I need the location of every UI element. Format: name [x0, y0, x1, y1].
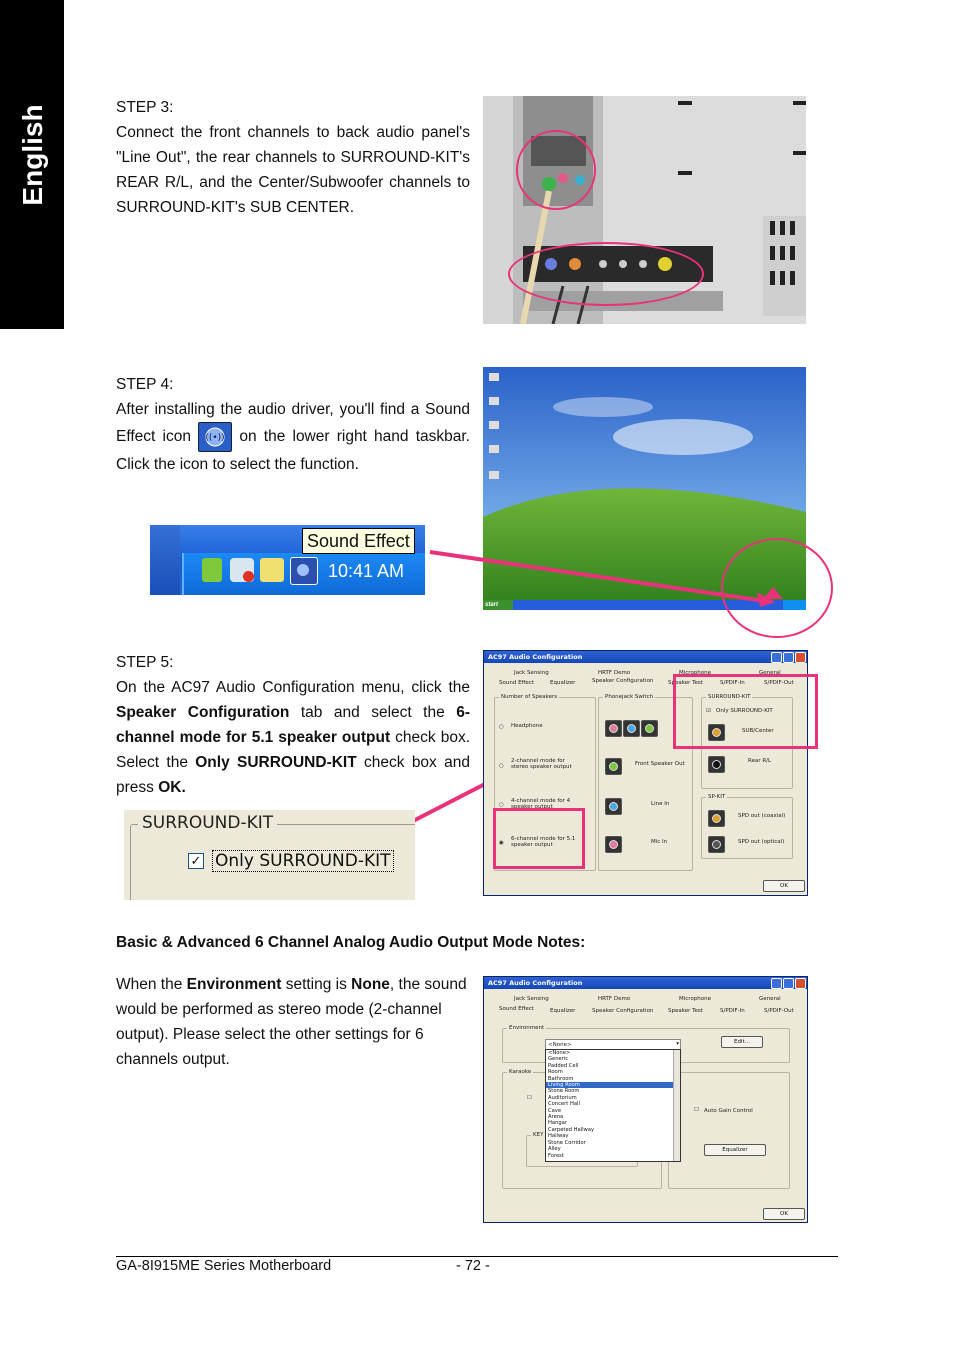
group-sp-kit [701, 794, 793, 859]
sub-center-label: SUB/Center [742, 728, 774, 734]
only-surround-checkbox[interactable]: ☑ [706, 708, 711, 714]
environment-option[interactable]: Cave [548, 1107, 562, 1114]
radio-4ch[interactable]: ○ [499, 802, 504, 808]
minimize-button[interactable] [771, 652, 782, 663]
environment-option[interactable]: Carpeted Hallway [548, 1126, 595, 1133]
footer-page-number: - 72 - [456, 1258, 490, 1274]
environment-option[interactable]: Living Room [546, 1082, 680, 1088]
dialog1-ok-button[interactable]: OK [763, 880, 805, 892]
notes-t1: When the [116, 976, 187, 993]
opt-4ch-label: 4-channel mode for 4 speaker output [511, 798, 571, 810]
step5-6ch-mode: 6-channel mode for 5.1 speaker output [116, 704, 470, 746]
tab-speaker-test[interactable]: Speaker Test [668, 680, 703, 686]
taskbar-clock[interactable]: 10:41 AM [328, 561, 405, 581]
tab-microphone[interactable]: Microphone [679, 996, 712, 1002]
jack-spd-coax-icon [708, 810, 725, 827]
opt-6ch-label: 6-channel mode for 5.1 speaker output [511, 836, 576, 848]
tab-speaker-configuration[interactable]: Speaker Configuration [592, 678, 654, 684]
step3-body: Connect the front channels to back audio panel's "Line Out", the rear channels to SURROUND-KIT's REAR R/L, and the Center/Subwoofer channels to SURROUND-KIT's SUB CENTER. [116, 124, 470, 216]
tab-sound-effect[interactable]: Sound Effect [499, 680, 534, 686]
minimize-button[interactable] [771, 978, 782, 989]
environment-option[interactable]: Padded Cell [548, 1062, 579, 1069]
environment-option[interactable]: Auditorium [548, 1094, 577, 1101]
sound-effect-tooltip: Sound Effect [302, 528, 415, 554]
group-spkit-label: SP-KIT [708, 794, 726, 800]
group-speakers-label: Number of Speakers [501, 694, 558, 700]
tab-spdif-out[interactable]: S/PDIF-Out [764, 680, 794, 686]
footer-rule [116, 1256, 838, 1257]
tab-general[interactable]: General [759, 670, 781, 676]
environment-option[interactable]: Stone Room [548, 1088, 580, 1095]
tab-equalizer[interactable]: Equalizer [550, 1008, 576, 1014]
group-key-label: KEY [533, 1132, 544, 1138]
auto-gain-checkbox[interactable]: ☐ [694, 1107, 699, 1113]
surround-kit-zoom-checkbox-label[interactable]: Only SURROUND-KIT [212, 850, 394, 872]
step5-t2: tab and select the [289, 704, 457, 721]
tab-spdif-in[interactable]: S/PDIF-In [720, 680, 745, 686]
step5-speaker-config: Speaker Configuration [116, 704, 290, 721]
ac97-dialog-sound-effect [483, 976, 808, 1223]
chevron-down-icon[interactable]: ▾ [676, 1041, 679, 1047]
group-environment-label: Environment [509, 1025, 545, 1031]
notes-environment: Environment [186, 976, 282, 993]
environment-select-value: <None> [548, 1042, 572, 1048]
notes-none: None [351, 976, 390, 993]
tab-general[interactable]: General [759, 996, 781, 1002]
opt-2ch-label: 2-channel mode for stereo speaker output [511, 758, 572, 770]
step4-body-a: After installing the audio driver, you'll find a Sound Effect icon [116, 401, 470, 446]
language-label: English [17, 104, 48, 206]
rear-label: Rear R/L [748, 758, 772, 764]
jack-blue-icon [623, 720, 640, 737]
dialog2-ok-button[interactable]: OK [763, 1208, 805, 1220]
environment-option[interactable]: Forest [548, 1152, 564, 1159]
environment-option[interactable]: Hallway [548, 1133, 569, 1140]
dialog1-titlebar [484, 651, 807, 663]
jack-rear-icon [708, 756, 725, 773]
tab-jack-sensing[interactable]: Jack Sensing [514, 996, 549, 1002]
radio-headphone[interactable]: ○ [499, 724, 504, 730]
karaoke-checkbox[interactable]: ☐ [527, 1095, 532, 1101]
environment-option[interactable]: Concert Hall [548, 1101, 580, 1108]
tab-spdif-out[interactable]: S/PDIF-Out [764, 1008, 794, 1014]
group-karaoke-label: Karaoke [509, 1069, 532, 1075]
only-surround-label: Only SURROUND-KIT [716, 708, 773, 714]
close-button[interactable] [795, 978, 806, 989]
environment-option[interactable]: Generic [548, 1056, 569, 1063]
jack-spd-optical-icon [708, 836, 725, 853]
environment-option[interactable]: Stone Corridor [548, 1139, 586, 1146]
radio-6ch[interactable]: ◉ [499, 840, 504, 846]
tab-speaker-configuration[interactable]: Speaker Configuration [592, 1008, 654, 1014]
tab-equalizer[interactable]: Equalizer [550, 680, 576, 686]
environment-dropdown-list [545, 1049, 681, 1162]
dropdown-scrollbar[interactable] [673, 1050, 680, 1161]
dialog2-titlebar [484, 977, 807, 989]
step5-t3: check box. Select the [116, 729, 470, 771]
highlight-6ch-box [493, 808, 585, 869]
notes-heading: Basic & Advanced 6 Channel Analog Audio Output Mode Notes: [116, 934, 586, 951]
step4-body-b: on the lower right hand taskbar. Click the icon to select the function. [116, 428, 470, 473]
notes-t3: , the sound would be performed as stereo mode (2-channel output). Please select the other settings for 6 channels output. [116, 976, 467, 1068]
tab-jack-sensing[interactable]: Jack Sensing [514, 670, 549, 676]
surround-kit-zoom-label: SURROUND-KIT [138, 813, 277, 833]
group-phonejack-label: Phonejack Switch [605, 694, 654, 700]
step5-t4: check box and press [116, 754, 470, 796]
tab-spdif-in[interactable]: S/PDIF-In [720, 1008, 745, 1014]
environment-option[interactable]: Bathroom [548, 1075, 574, 1082]
environment-option[interactable]: <None> [548, 1050, 571, 1056]
step5-only-surround: Only SURROUND-KIT [195, 754, 357, 771]
tab-hrtf-demo[interactable]: HRTF Demo [598, 670, 631, 676]
jack-mic-in-icon [605, 836, 622, 853]
jack-micin-label: Mic In [651, 839, 668, 845]
group-surround-label: SURROUND-KIT [708, 694, 751, 700]
step5-title: STEP 5: [116, 654, 174, 671]
environment-option[interactable]: Hangar [548, 1120, 567, 1127]
desktop-start-button[interactable]: start [485, 602, 499, 608]
step5-body [116, 675, 470, 800]
environment-option[interactable]: Room [548, 1069, 563, 1076]
notes-body [116, 972, 471, 1072]
environment-options [546, 1050, 680, 1159]
highlight-surround-kit-box [673, 674, 818, 749]
notes-t2: setting is [281, 976, 352, 993]
environment-option[interactable]: Alley [548, 1146, 561, 1153]
jack-green-icon [641, 720, 658, 737]
jack-linein-label: Line In [651, 801, 670, 807]
group-right-panel [668, 1072, 790, 1189]
opt-headphone-label: Headphone [511, 723, 543, 729]
maximize-button[interactable] [783, 978, 794, 989]
jack-front-out-icon [605, 758, 622, 775]
auto-gain-label: Auto Gain Control [704, 1108, 753, 1114]
tab-microphone[interactable]: Microphone [679, 670, 712, 676]
tab-hrtf-demo[interactable]: HRTF Demo [598, 996, 631, 1002]
surround-kit-zoom-checkbox[interactable]: ✓ [188, 853, 204, 869]
footer-product: GA-8I915ME Series Motherboard [116, 1258, 332, 1274]
radio-2ch[interactable]: ○ [499, 763, 504, 769]
maximize-button[interactable] [783, 652, 794, 663]
spd-coax-label: SPD out (coaxial) [738, 813, 786, 819]
dialog1-title: AC97 Audio Configuration [488, 653, 583, 661]
spd-optical-label: SPD out (optical) [738, 839, 785, 845]
tab-sound-effect[interactable]: Sound Effect [499, 1006, 534, 1012]
edit-button[interactable]: Edit... [721, 1036, 763, 1048]
tab-speaker-test[interactable]: Speaker Test [668, 1008, 703, 1014]
dialog2-title: AC97 Audio Configuration [488, 979, 583, 987]
jack-front-label: Front Speaker Out [635, 761, 685, 767]
step3-title: STEP 3: [116, 99, 174, 116]
arrow-taskbar-head [757, 592, 775, 607]
arrow-taskbar-to-tray [430, 552, 772, 602]
close-button[interactable] [795, 652, 806, 663]
jack-pink-icon [605, 720, 622, 737]
equalizer-button[interactable]: Equalizer [704, 1144, 766, 1156]
surround-kit-zoom [124, 810, 415, 900]
environment-option[interactable]: Arena [548, 1114, 564, 1121]
svg-text:((•)): ((•)) [205, 433, 225, 443]
step4-title: STEP 4: [116, 376, 174, 393]
step5-t1: On the AC97 Audio Configuration menu, click the [116, 679, 470, 696]
step5-ok: OK. [158, 779, 186, 796]
step5-text [116, 650, 470, 800]
jack-line-in-icon [605, 798, 622, 815]
